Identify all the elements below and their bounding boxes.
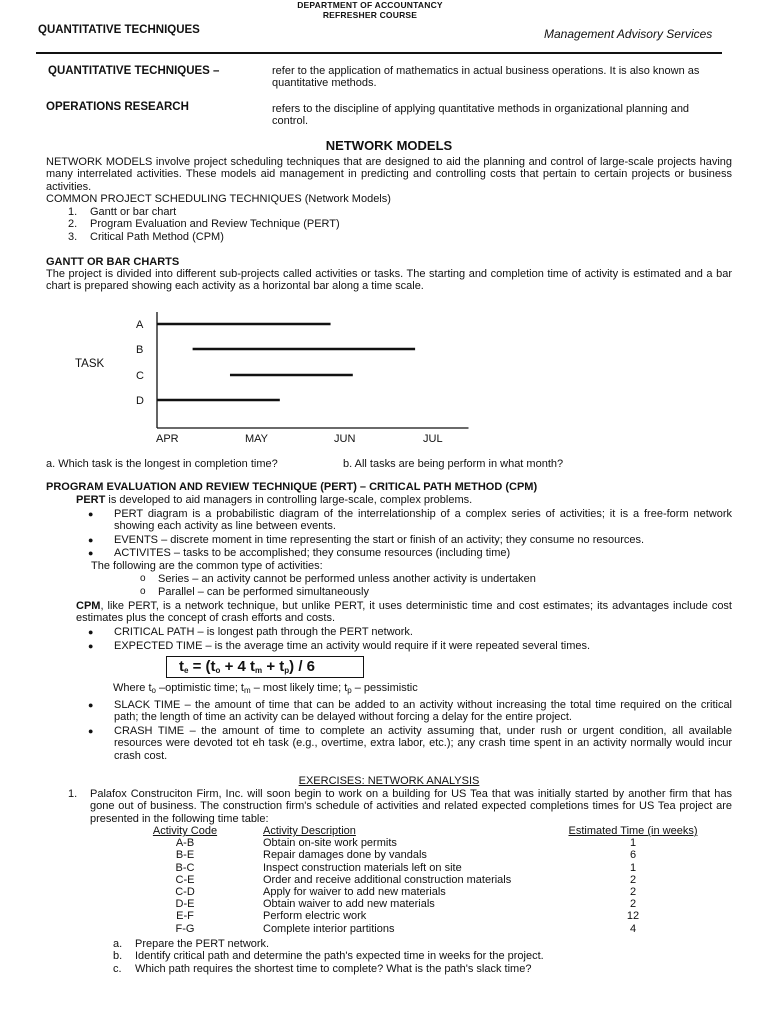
definition-text-qt: refer to the application of mathematics in actual business operations. It is also known as quantitative methods. <box>272 65 700 90</box>
activity-description-cell: Obtain on-site work permits <box>263 837 397 850</box>
pert-intro-text: is developed to aid managers in controlling large-scale, complex problems. <box>105 494 473 506</box>
exercise-problem: Palafox Construciton Firm, Inc. will soon begin to work on a building for US Tea that was initially started by another firm that has gone out of business. The construction firm's schedule of activities and related expected completions times for US Tea project are presented in the following time table: <box>90 788 732 825</box>
bullet-text: CRITICAL PATH – is longest path through the PERT network. <box>114 626 413 638</box>
department-name: DEPARTMENT OF ACCOUNTANCY <box>297 0 443 10</box>
department-heading <box>0 0 740 20</box>
task-label: B <box>136 344 144 356</box>
list-item <box>140 586 369 598</box>
table-row <box>130 849 718 861</box>
course-name: REFRESHER COURSE <box>322 10 418 20</box>
activity-code-cell: D-E <box>175 898 195 911</box>
estimated-time-cell: 2 <box>629 898 637 911</box>
bullet-icon: ● <box>88 535 94 545</box>
bullet-icon: ● <box>88 700 94 710</box>
task-label: D <box>136 395 144 407</box>
network-models-title: NETWORK MODELS <box>325 138 453 153</box>
gantt-question-a: a. Which task is the longest in completion time? <box>46 458 278 470</box>
activity-description-cell: Repair damages done by vandals <box>263 849 427 862</box>
list-item <box>88 547 732 559</box>
column-header: Activity Code <box>152 825 218 838</box>
activity-code-cell: F-G <box>175 922 195 935</box>
circle-bullet-icon: o <box>140 586 146 597</box>
definition-term-qt: QUANTITATIVE TECHNIQUES – <box>48 65 220 77</box>
bullet-text: Parallel – can be performed simultaneously <box>158 586 369 598</box>
header-left-title: QUANTITATIVE TECHNIQUES <box>38 24 200 36</box>
list-item <box>88 534 732 546</box>
estimated-time-cell: 2 <box>629 886 637 899</box>
column-header: Estimated Time (in weeks) <box>568 825 698 838</box>
definition-text-or: refers to the discipline of applying quantitative methods in organizational planning and control. <box>272 103 690 128</box>
list-item: a. Prepare the PERT network. <box>113 938 270 950</box>
estimated-time-cell: 1 <box>629 837 637 850</box>
estimated-time-cell: 6 <box>629 849 637 862</box>
table-row <box>130 898 718 910</box>
activity-code-cell: B-C <box>175 861 195 874</box>
table-row <box>130 886 718 898</box>
cpm-term: CPM <box>76 600 101 612</box>
bullet-text: CRASH TIME – the amount of time to complete an activity assuming that, under rush or urgent condition, all available resources were devoted tot eh task (e.g., overtime, extra labor, etc.); any crash time spent in an activity normally would incur crash cost. <box>114 725 732 762</box>
activity-code-cell: E-F <box>176 910 194 923</box>
table-row <box>130 874 718 886</box>
exercise-tasks <box>113 938 544 975</box>
estimated-time-cell: 12 <box>626 910 640 923</box>
estimated-time-cell: 1 <box>629 861 637 874</box>
pert-intro <box>76 494 472 506</box>
x-tick-label: JUN <box>334 433 356 445</box>
definition-term-or: OPERATIONS RESEARCH <box>46 101 189 113</box>
bullet-icon: ● <box>88 548 94 558</box>
bullet-icon: ● <box>88 509 94 519</box>
task-label: A <box>136 319 144 331</box>
activity-description-cell: Complete interior partitions <box>263 922 395 935</box>
activity-code-cell: B-E <box>175 849 195 862</box>
list-item: c. Which path requires the shortest time to complete? What is the path's slack time? <box>113 962 532 975</box>
estimated-time-cell: 4 <box>629 922 637 935</box>
estimated-time-cell: 2 <box>629 873 637 886</box>
table-row <box>130 862 718 874</box>
gantt-text: The project is divided into different sub-projects called activities or tasks. The starting and completion time of activity is estimated and a bar chart is prepared showing each activity as a horizontal bar along a time scale. <box>46 268 732 293</box>
techniques-list <box>68 206 340 243</box>
gantt-chart <box>0 300 768 450</box>
exercises-title: EXERCISES: NETWORK ANALYSIS <box>298 775 480 787</box>
gantt-question-b: b. All tasks are being perform in what month? <box>343 458 564 470</box>
activity-description-cell: Order and receive additional construction materials <box>263 873 512 886</box>
cpm-intro <box>76 600 732 625</box>
list-item: 1. Gantt or bar chart <box>68 206 177 218</box>
bullet-icon: ● <box>88 726 94 736</box>
activity-table <box>130 825 718 935</box>
network-models-intro: NETWORK MODELS involve project scheduling techniques that are designed to aid the planning and control of large-scale projects having many interrelated activities. These models aid management in predicting and controlling costs that pertain to certain projects or business activities. <box>46 156 732 193</box>
bullet-text: SLACK TIME – the amount of time that can be added to an activity without increasing the total time required on the critical path; the length of time an activity can be delayed without forcing a delay for the entire project. <box>114 699 732 724</box>
list-item <box>88 640 732 652</box>
activity-description-cell: Inspect construction materials left on site <box>263 861 462 874</box>
gantt-heading: GANTT OR BAR CHARTS <box>46 256 180 268</box>
list-item <box>88 725 732 762</box>
table-row <box>130 923 718 935</box>
bullet-text: PERT diagram is a probabilistic diagram of the interrelationship of a complex series of activities; it is a free-form network showing each activity as line between events. <box>114 508 732 533</box>
list-item <box>88 508 732 533</box>
column-header: Activity Description <box>263 825 356 838</box>
list-item <box>140 573 536 585</box>
activity-description-cell: Obtain waiver to add new materials <box>263 898 435 911</box>
pert-cpm-heading: PROGRAM EVALUATION AND REVIEW TECHNIQUE (PERT) – CRITICAL PATH METHOD (CPM) <box>46 481 538 493</box>
bullet-text: EVENTS – discrete moment in time representing the start or finish of an activity; they consume no resources. <box>114 534 645 546</box>
x-tick-label: MAY <box>245 433 269 445</box>
activity-code-cell: C-D <box>175 886 195 899</box>
exercise-number: 1. <box>68 788 78 800</box>
list-item: 2. Program Evaluation and Review Technique (PERT) <box>68 218 340 231</box>
cpm-intro-text: , like PERT, is a network technique, but unlike PERT, it uses deterministic time and cost estimates; its advantages include cost estimates plus the concept of crash efforts and costs. <box>76 600 732 625</box>
bullet-icon: ● <box>88 627 94 637</box>
bullet-text: EXPECTED TIME – is the average time an activity would require if it were repeated several times. <box>114 640 591 652</box>
list-item: b. Identify critical path and determine the path's expected time in weeks for the project. <box>113 950 544 963</box>
y-axis-label: TASK <box>75 358 105 370</box>
activity-description-cell: Perform electric work <box>263 910 367 923</box>
common-techniques-heading: COMMON PROJECT SCHEDULING TECHNIQUES (Network Models) <box>46 193 391 205</box>
expected-time-formula: $t_e = (t_o + 4$ $t_m + t_p) / 6$ <box>166 656 364 678</box>
bullet-text: Series – an activity cannot be performed unless another activity is undertaken <box>158 573 536 585</box>
list-item <box>88 699 732 724</box>
formula-legend: Where $t_o$ –optimistic time; $t_m$ – most likely time; $t_p$ – pessimistic <box>113 682 418 695</box>
activity-description-cell: Apply for waiver to add new materials <box>263 886 446 899</box>
pert-term: PERT <box>76 494 106 506</box>
list-item <box>88 626 732 638</box>
header-rule <box>36 52 722 54</box>
list-item: 3. Critical Path Method (CPM) <box>68 230 224 243</box>
activity-types-intro: The following are the common type of activities: <box>91 560 323 572</box>
x-tick-label: JUL <box>423 433 443 445</box>
header-right-title: Management Advisory Services <box>544 27 713 41</box>
activity-code-cell: C-E <box>175 873 195 886</box>
table-row <box>130 837 718 849</box>
bullet-text: ACTIVITES – tasks to be accomplished; they consume resources (including time) <box>114 547 511 559</box>
bullet-icon: ● <box>88 641 94 651</box>
table-row <box>130 910 718 922</box>
circle-bullet-icon: o <box>140 573 146 584</box>
task-label: C <box>136 370 144 382</box>
x-tick-label: APR <box>156 433 179 445</box>
table-header-row <box>130 825 718 837</box>
activity-code-cell: A-B <box>175 837 195 850</box>
